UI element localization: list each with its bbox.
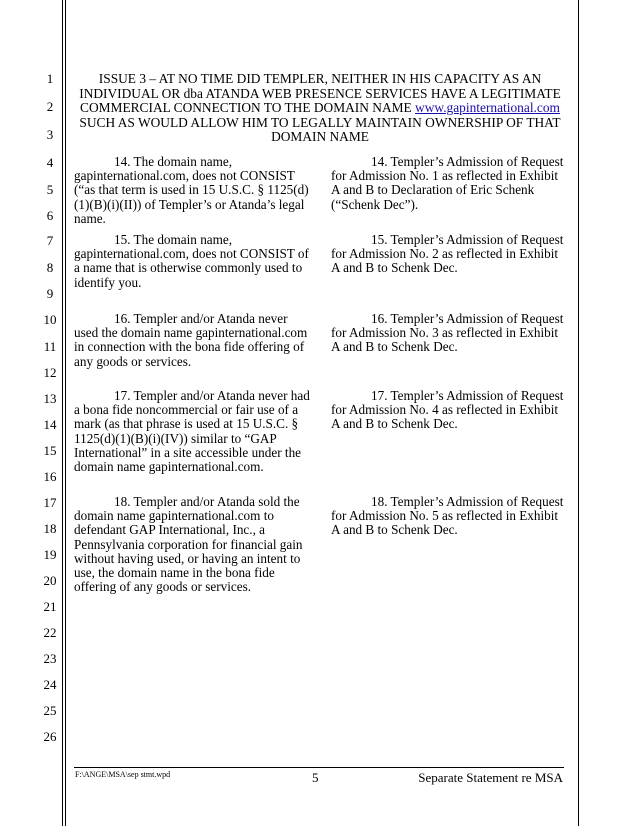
footer-file-path: F:\ANGE\MSA\sep stmt.wpd xyxy=(75,770,171,779)
line-number: 17 xyxy=(43,495,57,510)
line-number: 7 xyxy=(46,233,54,248)
line-number: 8 xyxy=(46,260,54,275)
right-margin-rule xyxy=(578,0,579,826)
line-number: 15 xyxy=(43,443,57,458)
page-number: 5 xyxy=(312,770,319,785)
fact-14-evidence: 14. Templer’s Admission of Request for Admission No. 1 as reflected in Exhibit A and B to Declaration of Eric Schenk (“Schenk Dec”). xyxy=(331,154,564,212)
line-number: 5 xyxy=(46,182,54,197)
line-number: 18 xyxy=(43,521,57,536)
footer-rule xyxy=(74,767,564,768)
fact-18-statement: 18. Templer and/or Atanda sold the domain name gapinternational.com to defendant GAP International, Inc., a Pennsylvania corporation for financial gain without having used, or having an intent to use, the domain name in the bona fide offering of any goods or services. xyxy=(74,494,303,595)
line-number: 19 xyxy=(43,547,57,562)
line-number: 26 xyxy=(43,729,57,744)
fact-15-evidence: 15. Templer’s Admission of Request for Admission No. 2 as reflected in Exhibit A and B to Schenk Dec. xyxy=(331,232,564,276)
fact-17-statement: 17. Templer and/or Atanda never had a bona fide noncommercial or fair use of a mark (as that phrase is used at 15 U.S.C. § 1125(d)(1)(B)(i)(IV)) similar to “GAP International” in a site accessible under the domain name gapinternational.com. xyxy=(74,388,310,475)
line-number: 14 xyxy=(43,417,57,432)
line-number: 11 xyxy=(43,339,57,354)
issue-heading-text: ISSUE 3 – AT NO TIME DID TEMPLER, NEITHER IN HIS CAPACITY AS AN INDIVIDUAL OR dba ATANDA WEB PRESENCE SERVICES HAVE A LEGITIMATE COMMERCIAL CONNECTION TO THE DOMAIN NAME xyxy=(79,71,561,116)
line-number: 4 xyxy=(46,155,54,170)
line-number: 6 xyxy=(46,208,54,223)
line-number: 12 xyxy=(43,365,57,380)
left-margin-rule-1 xyxy=(62,0,63,826)
issue-heading xyxy=(75,72,565,145)
fact-16-evidence: 16. Templer’s Admission of Request for Admission No. 3 as reflected in Exhibit A and B to Schenk Dec. xyxy=(331,311,564,355)
domain-link[interactable]: www.gapinternational.com xyxy=(415,100,560,116)
fact-18-evidence: 18. Templer’s Admission of Request for Admission No. 5 as reflected in Exhibit A and B to Schenk Dec. xyxy=(331,494,564,538)
line-number: 3 xyxy=(46,127,54,142)
line-number: 16 xyxy=(43,469,57,484)
footer-title: Separate Statement re MSA xyxy=(418,770,563,785)
line-number: 24 xyxy=(43,677,57,692)
fact-15-statement: 15. The domain name, gapinternational.com, does not CONSIST of a name that is otherwise commonly used to identify you. xyxy=(74,232,309,290)
fact-16-statement: 16. Templer and/or Atanda never used the domain name gapinternational.com in connection with the bona fide offering of any goods or services. xyxy=(74,311,308,369)
line-number: 13 xyxy=(43,391,57,406)
line-number: 1 xyxy=(46,71,54,86)
left-margin-rule-2 xyxy=(65,0,66,826)
fact-14-statement: 14. The domain name, gapinternational.com, does not CONSIST (“as that term is used in 15 U.S.C. § 1125(d)(1)(B)(i)(II)) of Templer’s or Atanda’s legal name. xyxy=(74,154,309,226)
line-number: 21 xyxy=(43,599,57,614)
issue-heading-text-end: SUCH AS WOULD ALLOW HIM TO LEGALLY MAINTAIN OWNERSHIP OF THAT DOMAIN NAME xyxy=(79,114,561,145)
fact-17-evidence: 17. Templer’s Admission of Request for Admission No. 4 as reflected in Exhibit A and B to Schenk Dec. xyxy=(331,388,564,432)
line-number: 23 xyxy=(43,651,57,666)
line-number: 20 xyxy=(43,573,57,588)
line-number: 9 xyxy=(46,286,54,301)
line-number: 10 xyxy=(43,312,57,327)
line-number: 25 xyxy=(43,703,57,718)
line-number: 2 xyxy=(46,99,54,114)
line-number: 22 xyxy=(43,625,57,640)
